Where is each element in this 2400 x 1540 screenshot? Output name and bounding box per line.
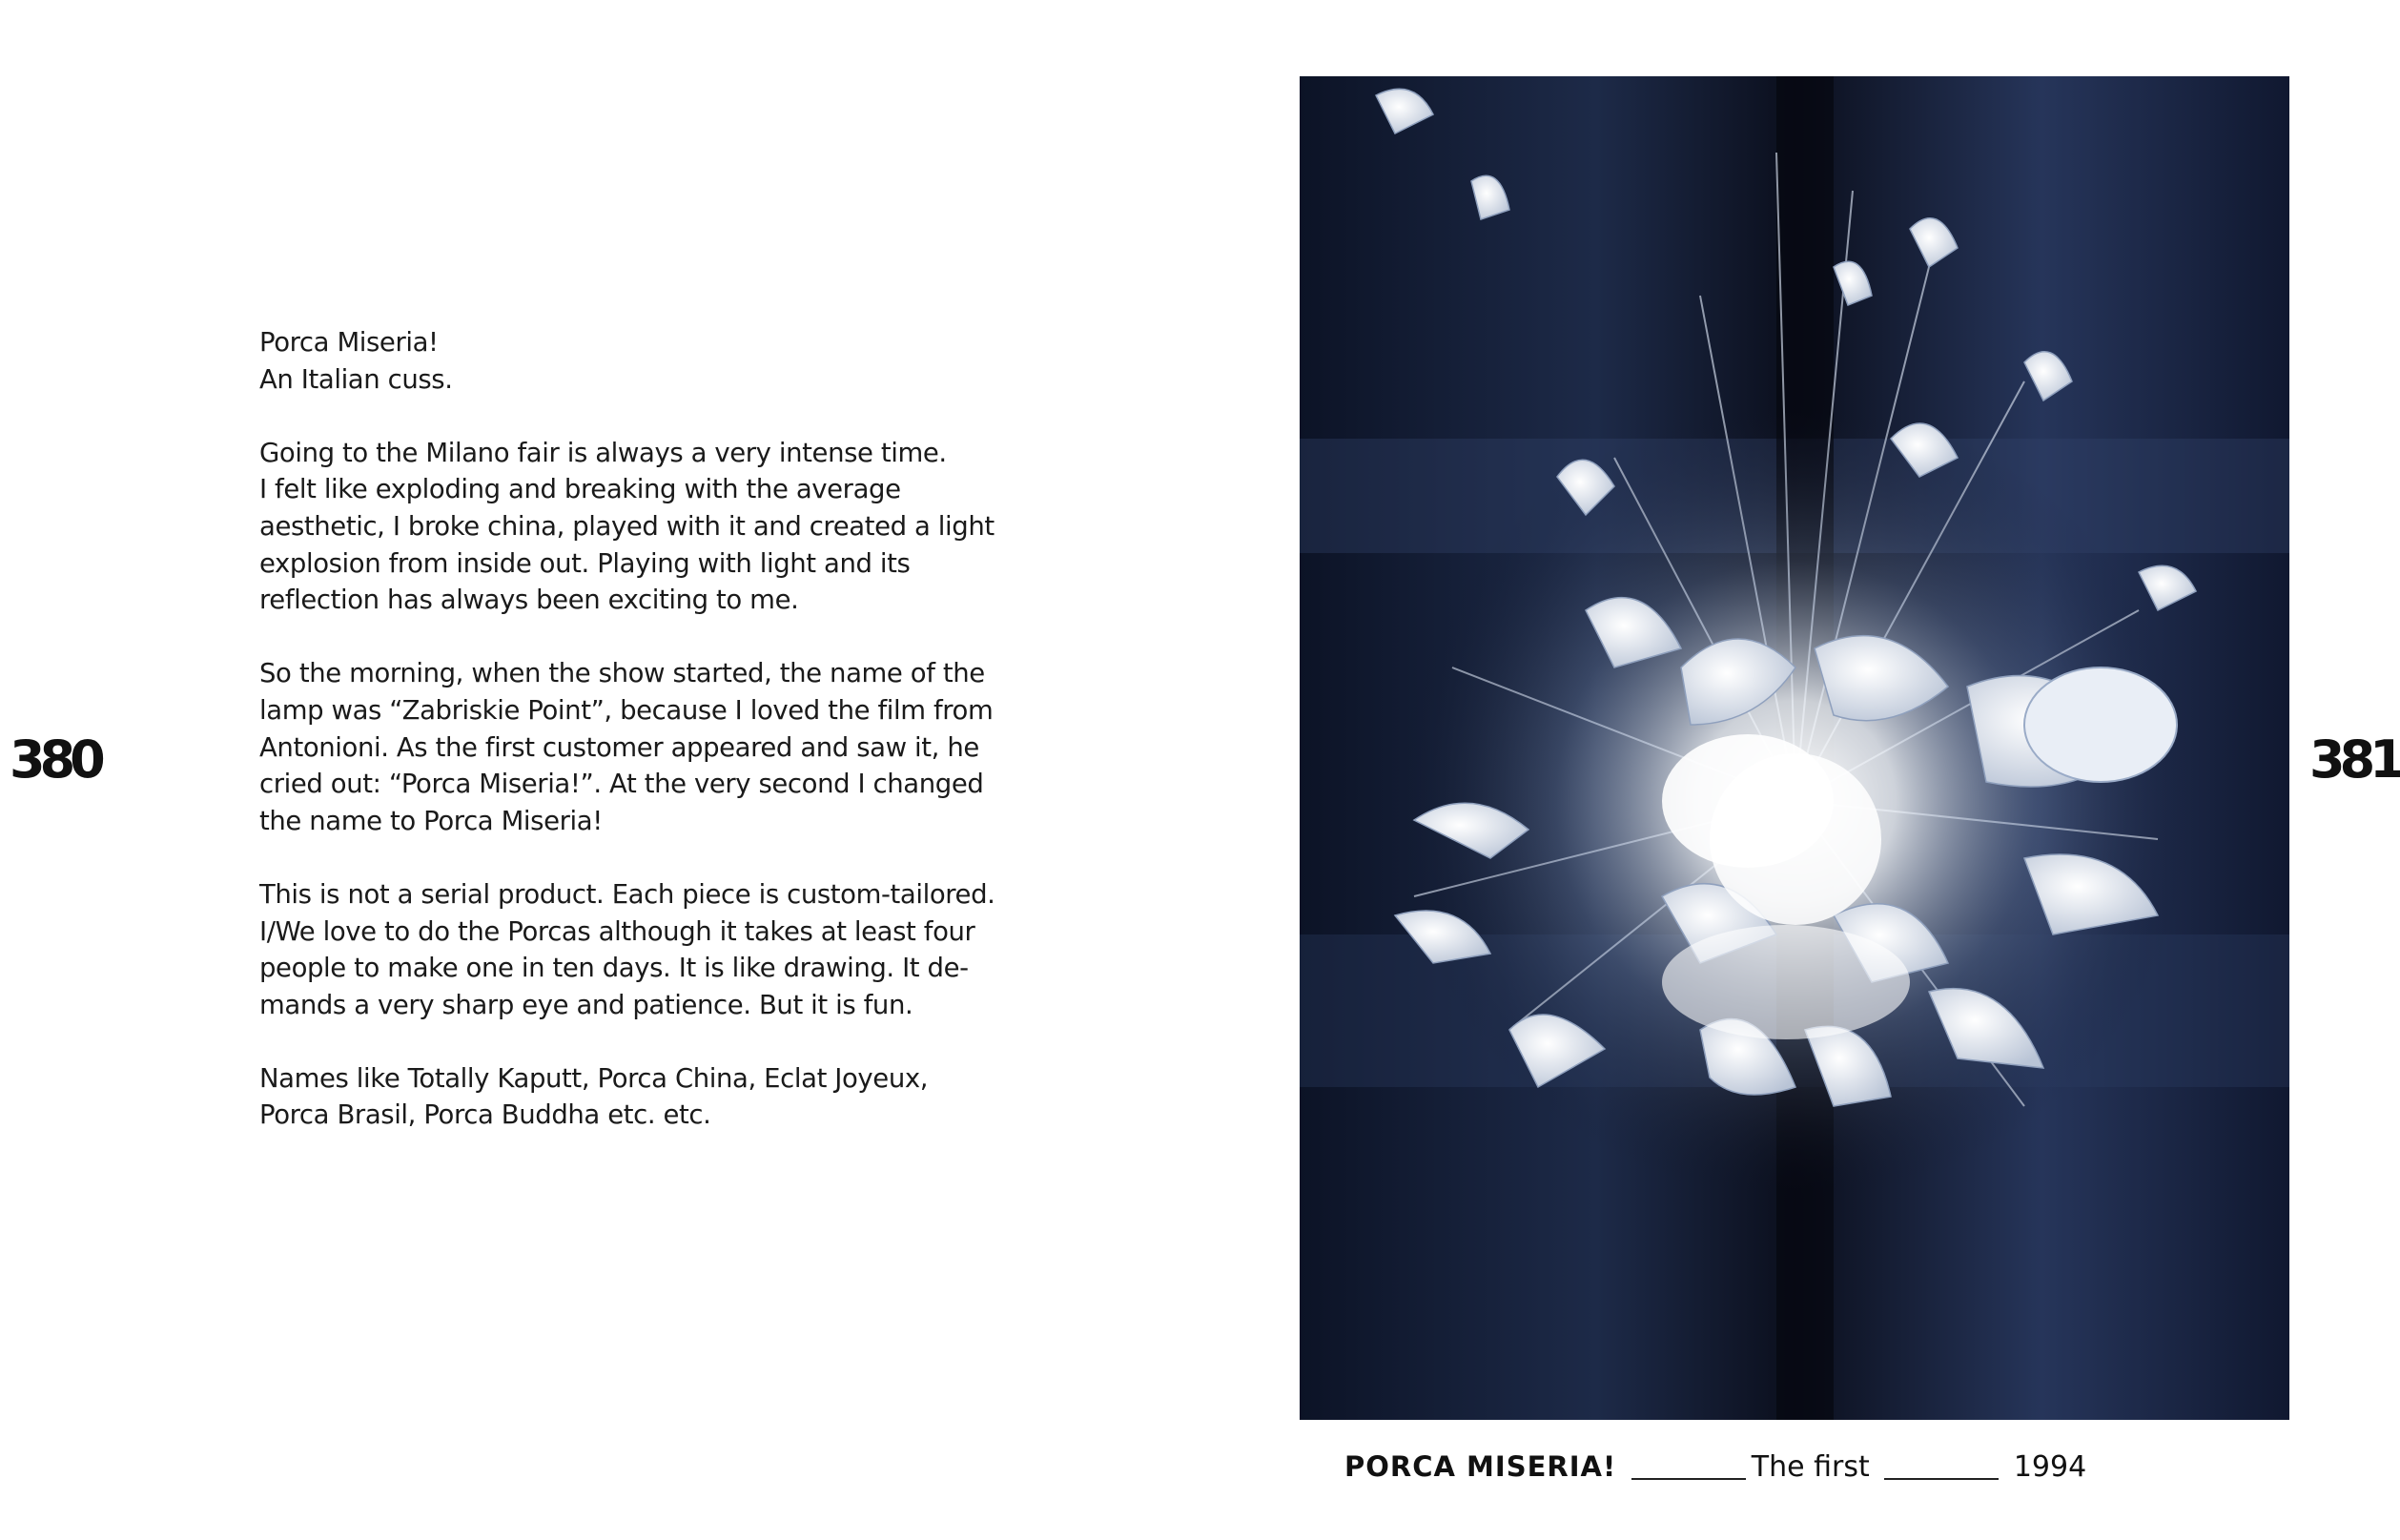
text-line: An Italian cuss. [259, 363, 453, 395]
porca-miseria-photo [1300, 76, 2289, 1420]
text-line: I felt like exploding and breaking with the average [259, 474, 901, 505]
paragraph-intro [259, 324, 965, 398]
text-line: So the morning, when the show started, the name of the [259, 658, 985, 689]
text-line: people to make one in ten days. It is like drawing. It de- [259, 953, 969, 984]
text-line: reflection has always been exciting to me. [259, 585, 799, 616]
text-line: Porca Brasil, Porca Buddha etc. etc. [259, 1099, 711, 1131]
paragraph-custom-tailored [259, 876, 995, 1023]
text-line: Porca Miseria! [259, 327, 439, 358]
paragraph-milano-fair [259, 435, 995, 619]
text-line: aesthetic, I broke china, played with it and created a light [259, 510, 995, 542]
page-number-right: 381 [2309, 729, 2400, 790]
caption-rule [1631, 1478, 1746, 1480]
text-line: Antonioni. As the first customer appeared and saw it, he [259, 731, 979, 763]
photo-caption [1344, 1448, 2086, 1487]
text-line: Going to the Milano fair is always a very intense time. [259, 437, 947, 468]
page-number-left: 380 [10, 729, 100, 790]
text-line: mands a very sharp eye and patience. But it is fun. [259, 989, 913, 1020]
text-line: This is not a serial product. Each piece is custom-tailored. [259, 878, 995, 910]
text-line: Names like Totally Kaputt, Porca China, Eclat Joyeux, [259, 1062, 929, 1094]
caption-title: PORCA MISERIA! [1344, 1450, 1617, 1483]
caption-year: 1994 [2013, 1450, 2087, 1484]
text-line: the name to Porca Miseria! [259, 805, 603, 836]
text-line: cried out: “Porca Miseria!”. At the very second I changed [259, 769, 984, 800]
body-text [259, 324, 995, 1171]
paragraph-names [259, 1060, 965, 1134]
caption-middle: The first [1751, 1450, 1870, 1484]
caption-rule [1884, 1478, 1999, 1480]
text-line: I/We love to do the Porcas although it takes at least four [259, 915, 975, 947]
text-line: lamp was “Zabriskie Point”, because I loved the film from [259, 694, 994, 726]
paragraph-name-story [259, 655, 994, 839]
text-line: explosion from inside out. Playing with light and its [259, 547, 911, 579]
